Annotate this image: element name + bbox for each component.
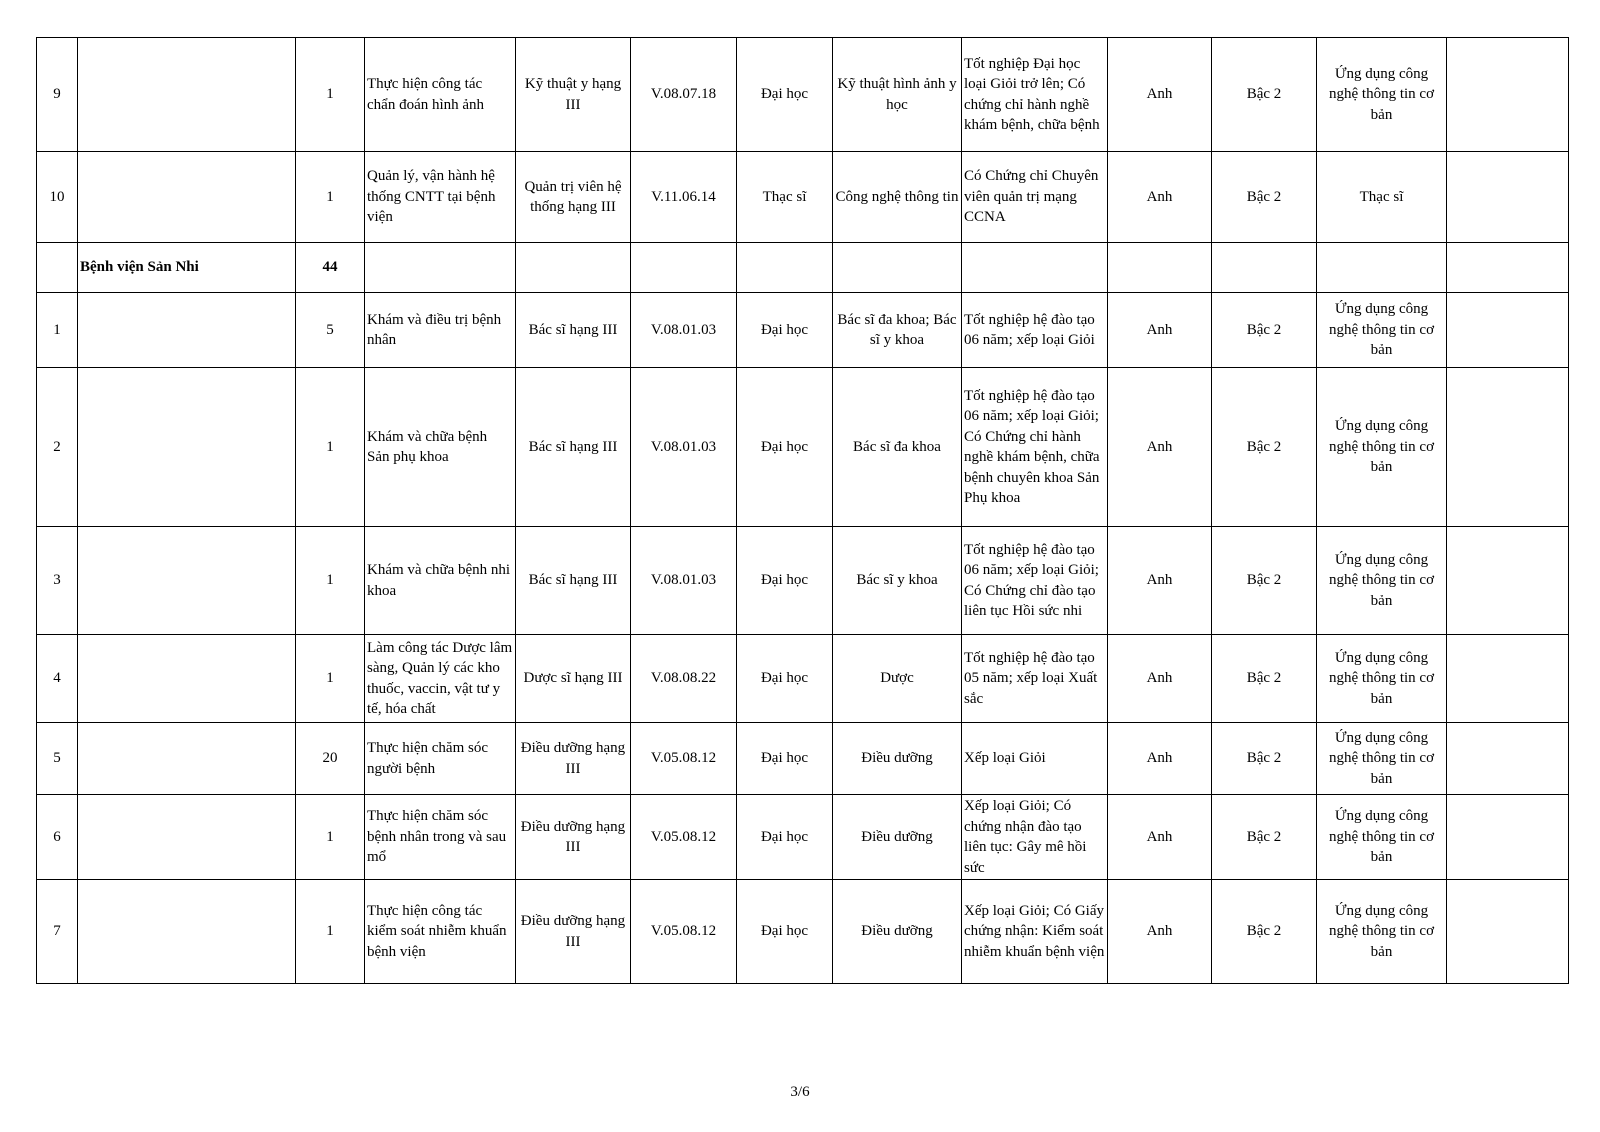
cell-job-description: Làm công tác Dược lâm sàng, Quản lý các kho thuốc, vaccin, vật tư y tế, hóa chất	[365, 635, 516, 723]
cell-major: Điều dưỡng	[833, 723, 962, 795]
cell-position-code: V.08.01.03	[631, 368, 737, 527]
cell-foreign-language: Anh	[1108, 635, 1212, 723]
cell-language-level: Bậc 2	[1212, 368, 1317, 527]
cell-row-number: 2	[37, 368, 78, 527]
cell-foreign-language: Anh	[1108, 527, 1212, 635]
cell-it-skill: Ứng dụng công nghệ thông tin cơ bản	[1317, 368, 1447, 527]
cell-it-skill: Ứng dụng công nghệ thông tin cơ bản	[1317, 527, 1447, 635]
cell-note	[1447, 38, 1569, 152]
cell-position-code: V.11.06.14	[631, 152, 737, 243]
cell-foreign-language: Anh	[1108, 368, 1212, 527]
cell-job-description: Thực hiện công tác kiểm soát nhiễm khuẩn bệnh viện	[365, 880, 516, 984]
cell-it-skill: Ứng dụng công nghệ thông tin cơ bản	[1317, 795, 1447, 880]
cell-degree: Đại học	[737, 635, 833, 723]
cell-requirement: Tốt nghiệp hệ đào tạo 06 năm; xếp loại Giỏi	[962, 293, 1108, 368]
cell-it-skill	[1317, 243, 1447, 293]
cell-major: Điều dưỡng	[833, 880, 962, 984]
cell-quantity: 1	[296, 152, 365, 243]
cell-note	[1447, 635, 1569, 723]
cell-quantity: 1	[296, 880, 365, 984]
table-row	[37, 293, 1569, 368]
cell-note	[1447, 368, 1569, 527]
cell-position-code: V.08.01.03	[631, 293, 737, 368]
cell-quantity: 5	[296, 293, 365, 368]
table-row	[37, 152, 1569, 243]
cell-unit-name: Bệnh viện Sản Nhi	[78, 243, 296, 293]
cell-row-number: 9	[37, 38, 78, 152]
cell-row-number: 1	[37, 293, 78, 368]
cell-requirement: Xếp loại Giỏi; Có Giấy chứng nhận: Kiểm soát nhiễm khuẩn bệnh viện	[962, 880, 1108, 984]
cell-position-title: Dược sĩ hạng III	[516, 635, 631, 723]
cell-position-title: Bác sĩ hạng III	[516, 293, 631, 368]
cell-note	[1447, 723, 1569, 795]
cell-unit-name	[78, 723, 296, 795]
cell-foreign-language: Anh	[1108, 795, 1212, 880]
cell-major: Công nghệ thông tin	[833, 152, 962, 243]
page-number: 3/6	[790, 1084, 810, 1100]
cell-unit-name	[78, 795, 296, 880]
table-row	[37, 880, 1569, 984]
cell-position-code	[631, 243, 737, 293]
table-row	[37, 635, 1569, 723]
cell-requirement: Có Chứng chỉ Chuyên viên quản trị mạng CCNA	[962, 152, 1108, 243]
cell-degree: Đại học	[737, 527, 833, 635]
cell-position-title: Bác sĩ hạng III	[516, 527, 631, 635]
cell-position-title: Bác sĩ hạng III	[516, 368, 631, 527]
cell-major: Bác sĩ đa khoa	[833, 368, 962, 527]
table-row	[37, 38, 1569, 152]
table-row	[37, 723, 1569, 795]
cell-degree: Đại học	[737, 368, 833, 527]
cell-unit-name	[78, 635, 296, 723]
cell-major: Bác sĩ đa khoa; Bác sĩ y khoa	[833, 293, 962, 368]
cell-job-description: Thực hiện công tác chẩn đoán hình ảnh	[365, 38, 516, 152]
cell-requirement: Xếp loại Giỏi	[962, 723, 1108, 795]
cell-language-level: Bậc 2	[1212, 38, 1317, 152]
cell-foreign-language: Anh	[1108, 293, 1212, 368]
cell-job-description: Khám và chữa bệnh Sản phụ khoa	[365, 368, 516, 527]
cell-language-level: Bậc 2	[1212, 527, 1317, 635]
cell-quantity: 20	[296, 723, 365, 795]
cell-it-skill: Ứng dụng công nghệ thông tin cơ bản	[1317, 880, 1447, 984]
cell-quantity: 1	[296, 38, 365, 152]
cell-foreign-language: Anh	[1108, 880, 1212, 984]
cell-note	[1447, 293, 1569, 368]
cell-requirement: Xếp loại Giỏi; Có chứng nhận đào tạo liên tục: Gây mê hồi sức	[962, 795, 1108, 880]
cell-language-level: Bậc 2	[1212, 795, 1317, 880]
cell-row-number: 6	[37, 795, 78, 880]
cell-quantity: 1	[296, 635, 365, 723]
cell-major: Dược	[833, 635, 962, 723]
recruitment-table	[36, 37, 1569, 984]
table-section-row	[37, 243, 1569, 293]
table-body	[37, 38, 1569, 984]
cell-job-description: Khám và điều trị bệnh nhân	[365, 293, 516, 368]
cell-language-level: Bậc 2	[1212, 293, 1317, 368]
cell-requirement: Tốt nghiệp hệ đào tạo 05 năm; xếp loại Xuất sắc	[962, 635, 1108, 723]
cell-position-title: Quản trị viên hệ thống hạng III	[516, 152, 631, 243]
cell-foreign-language: Anh	[1108, 152, 1212, 243]
cell-row-number: 7	[37, 880, 78, 984]
cell-degree	[737, 243, 833, 293]
cell-major: Điều dưỡng	[833, 795, 962, 880]
cell-unit-name	[78, 368, 296, 527]
cell-job-description: Thực hiện chăm sóc người bệnh	[365, 723, 516, 795]
cell-position-code: V.05.08.12	[631, 880, 737, 984]
cell-position-title: Điều dưỡng hạng III	[516, 723, 631, 795]
cell-it-skill: Ứng dụng công nghệ thông tin cơ bản	[1317, 723, 1447, 795]
cell-position-code: V.08.01.03	[631, 527, 737, 635]
cell-note	[1447, 880, 1569, 984]
cell-position-title: Kỹ thuật y hạng III	[516, 38, 631, 152]
cell-job-description	[365, 243, 516, 293]
cell-unit-name	[78, 527, 296, 635]
cell-row-number	[37, 243, 78, 293]
cell-job-description: Thực hiện chăm sóc bệnh nhân trong và sau mổ	[365, 795, 516, 880]
cell-position-code: V.08.07.18	[631, 38, 737, 152]
cell-requirement: Tốt nghiệp hệ đào tạo 06 năm; xếp loại Giỏi; Có Chứng chỉ đào tạo liên tục Hồi sức nhi	[962, 527, 1108, 635]
cell-position-title: Điều dưỡng hạng III	[516, 795, 631, 880]
cell-major	[833, 243, 962, 293]
cell-it-skill: Thạc sĩ	[1317, 152, 1447, 243]
cell-position-code: V.08.08.22	[631, 635, 737, 723]
cell-requirement: Tốt nghiệp hệ đào tạo 06 năm; xếp loại Giỏi; Có Chứng chỉ hành nghề khám bệnh, chữa bệnh chuyên khoa Sản Phụ khoa	[962, 368, 1108, 527]
cell-position-title: Điều dưỡng hạng III	[516, 880, 631, 984]
cell-row-number: 4	[37, 635, 78, 723]
cell-quantity: 1	[296, 795, 365, 880]
cell-unit-name	[78, 38, 296, 152]
table-row	[37, 368, 1569, 527]
cell-language-level: Bậc 2	[1212, 723, 1317, 795]
cell-degree: Đại học	[737, 880, 833, 984]
cell-major: Kỹ thuật hình ảnh y học	[833, 38, 962, 152]
cell-unit-name	[78, 293, 296, 368]
table-row	[37, 527, 1569, 635]
cell-language-level: Bậc 2	[1212, 635, 1317, 723]
cell-note	[1447, 527, 1569, 635]
cell-job-description: Khám và chữa bệnh nhi khoa	[365, 527, 516, 635]
cell-degree: Đại học	[737, 38, 833, 152]
cell-requirement: Tốt nghiệp Đại học loại Giỏi trở lên; Có chứng chỉ hành nghề khám bệnh, chữa bệnh	[962, 38, 1108, 152]
cell-degree: Đại học	[737, 293, 833, 368]
cell-row-number: 5	[37, 723, 78, 795]
cell-note	[1447, 152, 1569, 243]
cell-foreign-language: Anh	[1108, 723, 1212, 795]
cell-unit-name	[78, 152, 296, 243]
cell-degree: Đại học	[737, 795, 833, 880]
cell-it-skill: Ứng dụng công nghệ thông tin cơ bản	[1317, 635, 1447, 723]
cell-language-level: Bậc 2	[1212, 152, 1317, 243]
cell-job-description: Quản lý, vận hành hệ thống CNTT tại bệnh viện	[365, 152, 516, 243]
table-row	[37, 795, 1569, 880]
cell-quantity: 1	[296, 527, 365, 635]
cell-quantity: 1	[296, 368, 365, 527]
cell-it-skill: Ứng dụng công nghệ thông tin cơ bản	[1317, 38, 1447, 152]
cell-major: Bác sĩ y khoa	[833, 527, 962, 635]
cell-degree: Đại học	[737, 723, 833, 795]
cell-it-skill: Ứng dụng công nghệ thông tin cơ bản	[1317, 293, 1447, 368]
cell-position-title	[516, 243, 631, 293]
cell-language-level: Bậc 2	[1212, 880, 1317, 984]
cell-row-number: 10	[37, 152, 78, 243]
cell-degree: Thạc sĩ	[737, 152, 833, 243]
cell-position-code: V.05.08.12	[631, 795, 737, 880]
cell-foreign-language	[1108, 243, 1212, 293]
cell-foreign-language: Anh	[1108, 38, 1212, 152]
cell-quantity: 44	[296, 243, 365, 293]
cell-note	[1447, 795, 1569, 880]
cell-row-number: 3	[37, 527, 78, 635]
cell-position-code: V.05.08.12	[631, 723, 737, 795]
cell-note	[1447, 243, 1569, 293]
cell-language-level	[1212, 243, 1317, 293]
cell-requirement	[962, 243, 1108, 293]
cell-unit-name	[78, 880, 296, 984]
